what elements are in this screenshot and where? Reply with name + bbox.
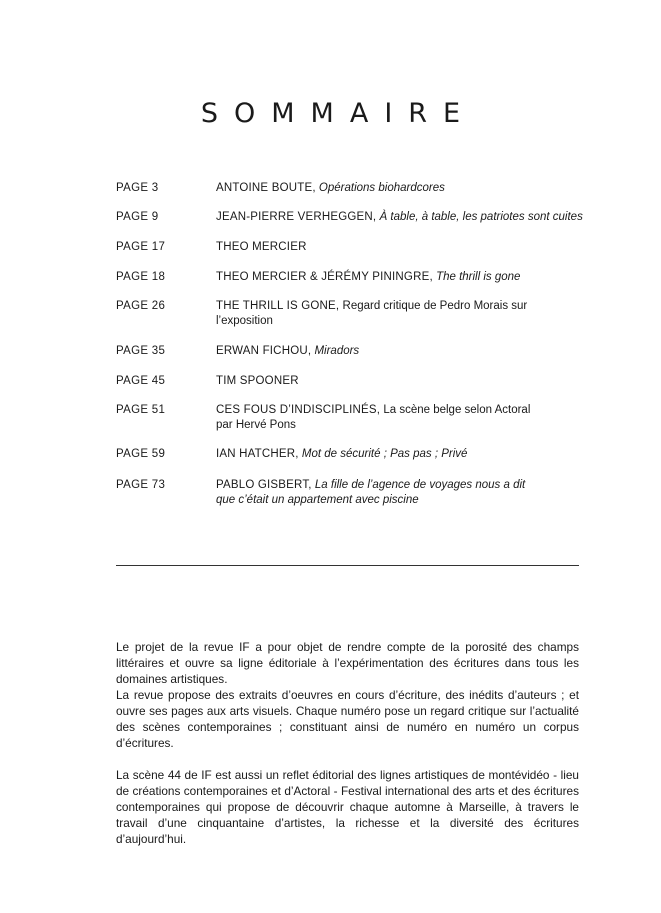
intro-paragraph: La scène 44 de IF est aussi un reflet éditorial des lignes artistiques de montévidéo - lieu de créations contemporaines et d’Actoral - Festival international des arts et des écritures contemporaines qui propose de découvrir chaque automne à Marseille, à travers le travail d’une cinquantaine d’artistes, la richesse et la diversité des écritures d’aujourd’hui. — [116, 768, 579, 846]
toc-entry — [116, 181, 586, 196]
toc-work-title: À table, à table, les patriotes sont cuites — [379, 211, 583, 223]
intro-paragraph: Le projet de la revue IF a pour objet de rendre compte de la porosité des champs littéraires et ouvre sa ligne éditoriale à l’expérimentation des écritures dans tous les domaines artistiques. — [116, 640, 579, 686]
toc-page-number: PAGE 51 — [116, 404, 166, 416]
toc-page-number: PAGE 9 — [116, 211, 159, 223]
toc-author: THEO MERCIER — [216, 241, 307, 253]
toc-author: IAN HATCHER, — [216, 448, 299, 460]
toc-description-line2: par Hervé Pons — [216, 419, 296, 431]
toc-entry-text — [216, 299, 586, 329]
toc-entry — [116, 299, 586, 329]
toc-entry — [116, 374, 586, 389]
toc-page-number: PAGE 59 — [116, 448, 166, 460]
toc-author: THE THRILL IS GONE, — [216, 300, 340, 312]
toc-entry-text — [216, 344, 586, 359]
intro-text — [116, 639, 579, 847]
toc-author: JEAN-PIERRE VERHEGGEN, — [216, 211, 377, 223]
toc-entry — [116, 344, 586, 359]
toc-work-title: Opérations biohardcores — [318, 182, 445, 194]
toc-description: La scène belge selon Actoral — [383, 404, 531, 416]
toc-entry-text — [216, 478, 586, 508]
toc-entry — [116, 210, 586, 225]
toc-author: TIM SPOONER — [216, 375, 299, 387]
toc-entry-text — [216, 210, 586, 225]
toc-author: PABLO GISBERT, — [216, 479, 312, 491]
toc-entry — [116, 240, 586, 255]
page-title: SOMMAIRE — [200, 98, 477, 129]
toc-page-number: PAGE 45 — [116, 375, 166, 387]
toc-work-title: Miradors — [314, 345, 360, 357]
toc-page-number: PAGE 18 — [116, 271, 166, 283]
toc-entry-text — [216, 181, 586, 196]
toc-page-number: PAGE 26 — [116, 300, 166, 312]
toc-work-title: La fille de l’agence de voyages nous a dit — [314, 479, 526, 491]
toc-entry-text — [216, 240, 586, 255]
intro-paragraph: La revue propose des extraits d’oeuvres en cours d’écriture, des inédits d’auteurs ; et ouvre ses pages aux arts visuels. Chaque numéro pose un regard critique sur l’actualité des scènes contemporaines ; constituant ainsi de numéro en numéro un corpus d’écritures. — [116, 688, 579, 750]
toc-entry-text — [216, 374, 586, 389]
toc-entry — [116, 447, 586, 462]
toc-description: Regard critique de Pedro Morais sur l’exposition — [216, 300, 528, 327]
toc-page-number: PAGE 17 — [116, 241, 166, 253]
toc-entry — [116, 403, 586, 433]
horizontal-divider — [116, 565, 579, 566]
table-of-contents — [116, 181, 586, 508]
toc-page-number: PAGE 35 — [116, 345, 166, 357]
toc-entry-text — [216, 447, 586, 462]
toc-author: ERWAN FICHOU, — [216, 345, 312, 357]
toc-entry — [116, 270, 586, 285]
toc-page-number: PAGE 73 — [116, 479, 166, 491]
toc-page-number: PAGE 3 — [116, 182, 159, 194]
toc-author: CES FOUS D’INDISCIPLINÉS, — [216, 404, 381, 416]
toc-author: THEO MERCIER & JÉRÉMY PININGRE, — [216, 271, 433, 283]
toc-work-title-line2: que c’était un appartement avec piscine — [216, 494, 419, 506]
toc-work-title: The thrill is gone — [436, 271, 521, 283]
toc-entry — [116, 478, 586, 508]
toc-entry-text — [216, 270, 586, 285]
toc-work-title: Mot de sécurité ; Pas pas ; Privé — [301, 448, 468, 460]
toc-entry-text — [216, 403, 586, 433]
toc-author: ANTOINE BOUTE, — [216, 182, 316, 194]
